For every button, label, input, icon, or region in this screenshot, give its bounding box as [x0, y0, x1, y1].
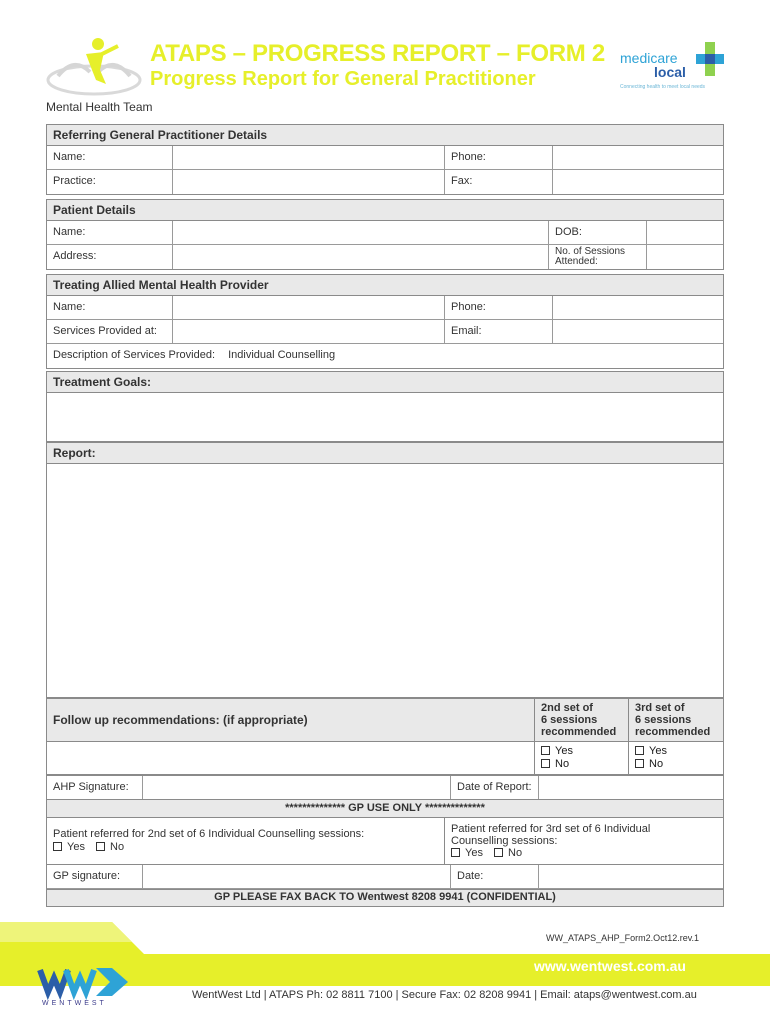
followup-header-row: [47, 699, 723, 742]
gp-details-section: [46, 124, 724, 195]
provider-name-label: Name:: [47, 296, 173, 319]
logo-text-local: local: [654, 64, 686, 80]
patient-address-label: Address:: [47, 245, 173, 269]
medicare-local-logo: [620, 40, 728, 94]
third-set-referral-line2: Counselling sessions:: [451, 835, 558, 847]
yes-label: Yes: [465, 847, 483, 859]
sessions-attended-label: [549, 245, 647, 269]
gp-fax-field[interactable]: [553, 170, 723, 194]
medical-cross-icon: [696, 42, 724, 76]
followup-section: [46, 698, 724, 775]
provider-services-row: [47, 320, 723, 344]
yes-label: Yes: [649, 745, 667, 757]
patient-name-row: [47, 221, 723, 245]
third-set-heading: [629, 699, 723, 741]
sessions-attended-field[interactable]: [647, 245, 723, 269]
second-set-yes-option[interactable]: [541, 745, 622, 758]
third-set-referral-line1: Patient referred for 3rd set of 6 Individual: [451, 823, 651, 835]
gp-phone-label: Phone:: [445, 146, 553, 169]
gp-practice-field[interactable]: [173, 170, 445, 194]
patient-details-section: [46, 199, 724, 270]
second-set-referral-text: Patient referred for 2nd set of 6 Individual Counselling sessions:: [53, 828, 365, 840]
provider-heading: Treating Allied Mental Health Provider: [47, 275, 723, 296]
yes-label: Yes: [555, 745, 573, 757]
second-set-no-checkbox[interactable]: [541, 759, 550, 768]
gp-second-yes-checkbox[interactable]: [53, 842, 62, 851]
yes-label: Yes: [67, 841, 85, 853]
gp-second-no-checkbox[interactable]: [96, 842, 105, 851]
treatment-goals-field[interactable]: [47, 393, 723, 441]
date-of-report-field[interactable]: [539, 776, 723, 800]
third-set-line3: recommended: [635, 726, 711, 738]
gp-signature-label: GP signature:: [47, 865, 143, 888]
gp-practice-label: Practice:: [47, 170, 173, 194]
sessions-label-line1: No. of Sessions: [555, 246, 626, 257]
gp-name-row: [47, 146, 723, 170]
followup-label: Follow up recommendations: (if appropriate): [47, 699, 535, 741]
wentwest-wordmark: WENTWEST: [42, 1000, 107, 1007]
mental-health-figure-logo: [44, 36, 144, 98]
provider-name-field[interactable]: [173, 296, 445, 319]
third-set-referral: [445, 818, 723, 864]
provider-phone-field[interactable]: [553, 296, 723, 319]
patient-name-label: Name:: [47, 221, 173, 244]
patient-address-row: [47, 245, 723, 269]
report-section: [46, 442, 724, 698]
patient-dob-field[interactable]: [647, 221, 723, 244]
services-description-label: Description of Services Provided:: [53, 349, 216, 361]
fax-back-notice: GP PLEASE FAX BACK TO Wentwest 8208 9941 (CONFIDENTIAL): [47, 889, 723, 906]
second-set-no-option[interactable]: [541, 758, 622, 771]
services-at-field[interactable]: [173, 320, 445, 343]
third-set-no-option[interactable]: [635, 758, 717, 771]
followup-options-row: [47, 742, 723, 774]
ahp-signature-row: [47, 776, 723, 800]
gp-name-label: Name:: [47, 146, 173, 169]
services-description: [47, 344, 723, 368]
gp-signature-row: [47, 865, 723, 889]
third-set-yes-option[interactable]: [635, 745, 717, 758]
provider-phone-label: Phone:: [445, 296, 553, 319]
third-set-no-checkbox[interactable]: [635, 759, 644, 768]
third-set-yes-checkbox[interactable]: [635, 746, 644, 755]
gp-name-field[interactable]: [173, 146, 445, 169]
gp-signature-field[interactable]: [143, 865, 451, 888]
second-set-line3: recommended: [541, 726, 617, 738]
gp-fax-label: Fax:: [445, 170, 553, 194]
gp-third-no-checkbox[interactable]: [494, 848, 503, 857]
no-label: No: [649, 758, 664, 770]
treatment-goals-section: [46, 371, 724, 442]
third-set-line2: 6 sessions: [635, 714, 692, 726]
form-code: WW_ATAPS_AHP_Form2.Oct12.rev.1: [546, 933, 700, 943]
second-set-heading: [535, 699, 629, 741]
team-label: Mental Health Team: [46, 100, 153, 114]
second-set-line2: 6 sessions: [541, 714, 598, 726]
second-set-options: [535, 742, 629, 774]
treatment-goals-heading: Treatment Goals:: [47, 372, 723, 393]
services-description-value[interactable]: Individual Counselling: [228, 349, 336, 361]
ahp-signature-field[interactable]: [143, 776, 451, 800]
provider-name-row: [47, 296, 723, 320]
form-subtitle: Progress Report for General Practitioner: [150, 68, 536, 90]
second-set-referral: [47, 818, 445, 864]
gp-details-heading: Referring General Practitioner Details: [47, 125, 723, 146]
gp-practice-row: [47, 170, 723, 194]
ahp-signature-section: [46, 775, 724, 801]
third-set-line1: 3rd set of: [635, 702, 685, 714]
provider-email-label: Email:: [445, 320, 553, 343]
services-at-label: Services Provided at:: [47, 320, 173, 343]
provider-section: [46, 274, 724, 369]
report-field[interactable]: [47, 464, 723, 697]
gp-date-label: Date:: [451, 865, 539, 888]
patient-details-heading: Patient Details: [47, 200, 723, 221]
provider-email-field[interactable]: [553, 320, 723, 343]
followup-notes-field[interactable]: [47, 742, 535, 774]
logo-tagline: Connecting health to meet local needs: [620, 84, 706, 90]
patient-address-field[interactable]: [173, 245, 549, 269]
gp-phone-field[interactable]: [553, 146, 723, 169]
patient-name-field[interactable]: [173, 221, 549, 244]
no-label: No: [555, 758, 570, 770]
second-set-line1: 2nd set of: [541, 702, 593, 714]
patient-dob-label: DOB:: [549, 221, 647, 244]
date-of-report-label: Date of Report:: [451, 776, 539, 800]
footer-contact: WentWest Ltd | ATAPS Ph: 02 8811 7100 | Secure Fax: 02 8208 9941 | Email: ataps@wentwest.com.au: [192, 989, 697, 1001]
logo-text-medicare: medicare: [620, 50, 678, 66]
form-title: ATAPS – PROGRESS REPORT – FORM 2: [150, 40, 605, 67]
sessions-label-line2: Attended:: [555, 256, 598, 267]
gp-referral-row: [47, 818, 723, 865]
ahp-signature-label: AHP Signature:: [47, 776, 143, 800]
second-set-yes-checkbox[interactable]: [541, 746, 550, 755]
services-description-row: [47, 344, 723, 368]
gp-date-field[interactable]: [539, 865, 723, 888]
wentwest-url-link[interactable]: www.wentwest.com.au: [534, 958, 686, 974]
gp-use-heading: ************** GP USE ONLY **************: [47, 800, 723, 818]
gp-use-section: [46, 799, 724, 907]
third-set-options: [629, 742, 723, 774]
report-heading: Report:: [47, 443, 723, 464]
no-label: No: [110, 841, 125, 853]
no-label: No: [508, 847, 523, 859]
gp-third-yes-checkbox[interactable]: [451, 848, 460, 857]
